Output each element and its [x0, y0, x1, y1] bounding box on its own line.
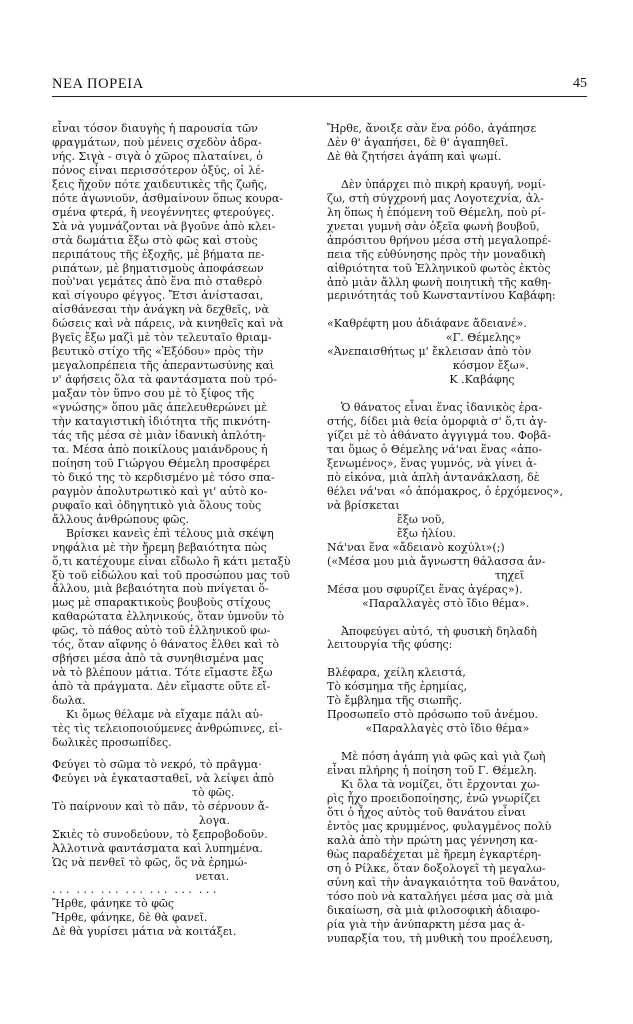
text-line: αἰσθάνεσαι τὴν ἀνάγκη νὰ δεχθεῖς, νὰ [52, 303, 269, 317]
poem-line: Σκιὲς τὸ συνοδεύουν, τὸ ξεπροβοδοῦν. [52, 827, 268, 841]
text-line: Κι ὅμως θέλαμε νὰ εἴχαμε πάλι αὐ- [52, 708, 263, 722]
text-line: ται ὅμως ὁ Θέμελης νά'ναι ἕνας «ἀπο- [327, 443, 543, 457]
text-line: ἐντὸς μας κρυμμένος, φυλαγμένος πολὺ [327, 819, 552, 833]
page-number: 45 [573, 76, 587, 91]
poem-line: Βλέφαρα, χείλη κλειστά, [327, 666, 466, 680]
text-line: νυπαρξία του, τὴ μυθικὴ του προέλευση, [327, 931, 553, 945]
text-line: ρία γιὰ τὴν ἀνύπαρκτη μέσα μας ἀ- [327, 917, 526, 931]
text-line: πότε ἀγωνιοῦν, ἀσθμαίνουν ὅπως κουρα- [52, 191, 283, 205]
text-line: καθαρώτατα ἑλληνικούς, ὅταν ὑμνοῦν τὸ [52, 610, 285, 624]
text-line: πὸ εἰκόνα, μιὰ ἁπλὴ ἀντανάκλαση, δὲ [327, 470, 540, 484]
text-line: χνεται γυμνὴ σὰν ὀξεῖα φωνὴ βουβοῦ, [327, 219, 540, 233]
text-line: ν' ἀφήσεις ὅλα τὰ φαντάσματα ποὺ τρό- [52, 373, 277, 387]
text-line: τόσο ποὺ νὰ καταλήγει μέσα μας σὰ μιὰ [327, 889, 554, 903]
text-line: ὅ,τι κατέχουμε εἶναι εἴδωλο ἢ κάτι μεταξὺ [52, 554, 291, 568]
poem-line: Φεύγει νὰ ἐγκατασταθεῖ, νὰ λείψει ἀπὸ [52, 771, 275, 785]
text-line: ξεις ἤχοῦν πότε χαιδευτικὲς τῆς ζωῆς, [52, 177, 268, 191]
text-line: ὅτι ὁ ἦχος αὐτὸς τοῦ θανάτου εἶναι [327, 805, 527, 819]
text-line: νὰ τὸ βλέπουν μάτια. Τότε εἴμαστε ἔξω [52, 666, 273, 680]
right-quote-1 [327, 317, 589, 387]
text-line: Ἀποφεύγει αὐτό, τὴ φυσικὴ δηλαδὴ [327, 624, 537, 638]
right-poem-2 [327, 666, 589, 736]
quote-line: Κ .Καβάφης [327, 373, 515, 387]
text-line: ξὺ τοῦ εἰδώλου καὶ τοῦ προσώπου μας τοῦ [52, 568, 290, 582]
poem-line: Δὲ θὰ ζητήσει ἀγάπη καὶ ψωμί. [327, 149, 502, 163]
text-line: («Μέσα μου μιὰ ἄγνωστη θάλασσα ἀν- [327, 554, 546, 568]
right-column [327, 122, 589, 946]
text-line: ρὶς ἦχο προειδοποίησης, ἐνῶ γνωρίζει [327, 792, 541, 806]
text-line: πόνος εἶναι περισσότερον ὀξύς, οἱ λέ- [52, 163, 265, 177]
text-line: καλὰ ἀπὸ τὴν πρώτη μας γέννηση κα- [327, 833, 538, 847]
text-line: ριπάτων, μὲ βηματισμοὺς ἀποφάσεων [52, 261, 264, 275]
journal-title: ΝΕΑ ΠΟΡΕΙΑ [52, 76, 144, 92]
text-line: ζω, στὴ σύγχρονή μας Λογοτεχνία, ἀλ- [327, 191, 544, 205]
text-line: ἀπὸ μιὰν ἄλλη φωνὴ ποιητικὴ τῆς καθη- [327, 275, 552, 289]
text-line: «γνώσης» ὅπου μᾶς ἀπελευθερώνει μὲ [52, 401, 268, 415]
text-line: «Παραλλαγὲς στὸ ἴδιο θέμα». [327, 596, 530, 610]
poem-line: Ἤρθε, φάνηκε, δὲ θὰ φανεῖ. [52, 911, 208, 925]
poem-line: Προσωπεῖο στὸ πρόσωπο τοῦ ἀνέμου. [327, 708, 539, 722]
poem-line: Ὡς νὰ πενθεῖ τὸ φῶς, ὅς νὰ ἐρημώ- [52, 855, 248, 869]
text-line: Σὰ νὰ γυμνάζονται νὰ βγοῦνε ἀπὸ κλει- [52, 219, 276, 233]
right-poem-top [327, 122, 589, 164]
text-line: καὶ σίγουρο φέγγος. Ἔτσι ἀνίστασαι, [52, 289, 264, 303]
text-line: βγεῖς ἔξω μαζὶ μὲ τὸν τελευταῖο θριαμ- [52, 331, 272, 345]
text-line: ποὺ'ναι γεμάτες ἀπὸ ἕνα πιὸ σταθερὸ [52, 275, 263, 289]
text-line: μεγαλοπρέπεια τῆς ἀπεραντωσύνης καὶ [52, 359, 275, 373]
text-line: ἀπρόσιτου θρήνου μέσα στὴ μεγαλοπρέ- [327, 233, 552, 247]
text-line: νὰ βρίσκεται [327, 498, 400, 512]
text-line: δωλα. [52, 694, 86, 708]
poem-line: «Παραλλαγὲς στὸ ἴδιο θέμα» [327, 722, 530, 736]
text-line: θέλει νά'ναι «ὁ ἀπόμακρος, ὁ ἐρχόμενος», [327, 484, 564, 498]
text-line: πεια τῆς εὐθύνησης πρὸς τὴν μοναδικὴ [327, 247, 546, 261]
text-line: Μὲ πόση ἀγάπη γιὰ φῶς καὶ γιὰ ζωὴ [327, 750, 546, 764]
right-paragraph-3 [327, 625, 589, 653]
text-line: ρυφαῖο καὶ ὁδηγητικὸ γιὰ ὅλους τοὺς [52, 498, 262, 512]
text-line: τός, ὅταν αἴφνης ὁ θάνατος ἔλθει καὶ τὸ [52, 638, 280, 652]
quote-line: κόσμον ἔξω». [327, 359, 529, 373]
left-body-text [52, 122, 310, 750]
text-line: ἀπὸ τὰ πράγματα. Δὲν εἴμαστε οὔτε εἴ- [52, 680, 271, 694]
text-line: τάς τῆς μέσα σὲ μιὰν ἰδανικὴ ἁπλότη- [52, 428, 266, 442]
text-line: ἄλλου, μιὰ βεβαιότητα ποὺ πνίγεται ὅ- [52, 582, 269, 596]
text-line: Βρίσκει κανεὶς ἐπὶ τέλους μιὰ σκέψη [52, 526, 274, 540]
poem-line: νεται. [52, 869, 230, 883]
poem-line: Φεύγει τὸ σῶμα τὸ νεκρό, τὸ πρᾶγμα· [52, 757, 262, 771]
right-paragraph-4 [327, 750, 589, 945]
poem-line: Ἤρθε, ἄνοιξε σὰν ἕνα ρόδο, ἀγάπησε [327, 122, 537, 135]
quote-line: «Καθρέφτη μου ἀδιάφανε ἄδειανέ». [327, 317, 527, 331]
text-line: εἶναι τόσον διαυγὴς ἡ παρουσία τῶν [52, 122, 258, 135]
text-line: ἔξω ἡλίου. [327, 526, 457, 540]
text-line: μερινότητάς τοῦ Κωνσταντίνου Καβάφη: [327, 289, 556, 303]
text-line: ἄλλους ἀνθρώπους φῶς. [52, 512, 190, 526]
poem-line: Δὲ θὰ γυρίσει μάτια νὰ κοιτάξει. [52, 925, 237, 939]
left-column [52, 122, 310, 939]
text-line: εἶναι πλήρης ἡ ποίηση τοῦ Γ. Θέμελη. [327, 764, 538, 778]
text-line: σύνη καὶ τὴν ἀναγκαιότητα τοῦ θανάτου, [327, 875, 560, 889]
text-line: ποίηση τοῦ Γιώργου Θέμελη προσφέρει [52, 456, 271, 470]
text-line: τα. Μέσα ἀπὸ ποικίλους μαιάνδρους ἡ [52, 442, 268, 456]
text-line: τὲς τὶς τελειοποιούμενες ἀνθρώπινες, εἰ- [52, 721, 283, 735]
text-line: μαξαν τὸν ὕπνο σου μὲ τὸ ξίφος τῆς [52, 387, 255, 401]
text-line: περιπάτους τῆς ἐξοχῆς, μὲ βήματα πε- [52, 247, 265, 261]
right-paragraph-2 [327, 401, 589, 610]
left-poem [52, 758, 310, 939]
text-line: φῶς, τὸ πάθος αὐτὸ τοῦ ἑλληνικοῦ φω- [52, 624, 271, 638]
poem-line: τὸ φῶς. [52, 785, 235, 799]
text-line: στὰ δωμάτια ἔξω στὸ φῶς καὶ στοὺς [52, 233, 258, 247]
right-paragraph-1 [327, 178, 589, 304]
text-line: δωλικὲς προσωπίδες. [52, 735, 172, 749]
text-line: μως μὲ σπαρακτικοὺς βουβοὺς στίχους [52, 596, 271, 610]
text-line: Μέσα μου σφυρίζει ἕνας ἀγέρας»). [327, 582, 523, 596]
quote-line: «Γ. Θέμελης» [327, 331, 522, 345]
poem-line: Δὲν θ' ἀγαπήσει, δὲ θ' ἀγαπηθεῖ. [327, 135, 509, 149]
text-line: βευτικὸ στίχο τῆς «Ἐξόδου» πρὸς τὴν [52, 345, 264, 359]
text-line: δικαίωση, σὰ μιὰ φιλοσοφικὴ ἀδιαφο- [327, 903, 540, 917]
text-line: νηφάλια μὲ τὴν ἤρεμη βεβαιότητα πὼς [52, 540, 267, 554]
text-line: τηχεῖ [327, 568, 525, 582]
text-line: ἔξω νοῦ, [327, 512, 445, 526]
quote-line: «Ἀνεπαισθήτως μ' ἔκλεισαν ἀπὸ τὸν [327, 345, 532, 359]
text-line: τὸ δικό της τὸ κερδισμένο μὲ τόσο σπα- [52, 470, 275, 484]
text-line: νής. Σιγὰ - σιγὰ ὁ χῶρος πλαταίνει, ὁ [52, 149, 263, 163]
text-line: σμένα φτερά, ἢ νεογέννητες φτερούγες. [52, 205, 275, 219]
text-line: ξενωμένος», ἕνας γυμνός, νὰ γίνει ἀ- [327, 457, 537, 471]
text-line: ση ὁ Ρίλκε, ὅταν δοξολογεῖ τὴ μεγαλω- [327, 861, 546, 875]
poem-line: Ἤρθε, φάνηκε τὸ φῶς [52, 897, 175, 911]
text-line: Δὲν ὑπάρχει πιὸ πικρὴ κραυγή, νομί- [327, 177, 546, 191]
text-line: φραγμάτων, ποὺ μένεις σχεδὸν ἀδρα- [52, 135, 262, 149]
text-line: λειτουργία τῆς φύσης: [327, 638, 453, 652]
text-line: τὴν καταγιστικὴ ἰδιότητα τῆς πικνότη- [52, 415, 271, 429]
poem-line: Τὸ ἔμβλημα τῆς σιωπῆς. [327, 694, 463, 708]
poem-line: . . . . . . . . . . . . . . . . . . . . . [52, 883, 217, 897]
text-line: Ὁ θάνατος εἶναι ἕνας ἰδανικὸς ἐρα- [327, 401, 543, 415]
text-line: ραγμὸν ἀπολυτρωτικὸ καὶ γι' αὐτὸ κο- [52, 484, 268, 498]
poem-line: Τὸ παίρνουν καὶ τὸ πᾶν, τὸ σέρνουν ἄ- [52, 799, 269, 813]
poem-line: Τὸ κόσμημα τῆς ἐρημίας, [327, 680, 468, 694]
text-line: λη ὅπως ἡ ἐπόμενη τοῦ Θέμελη, ποὺ ρί- [327, 205, 546, 219]
text-line: δώσεις καὶ νὰ πάρεις, νὰ κινηθεῖς καὶ νὰ [52, 317, 284, 331]
poem-line: Ἀλλοτινὰ φαντάσματα καὶ λυπημένα. [52, 841, 263, 855]
text-line: θὼς παραδέχεται μὲ ἤρεμη ἐγκαρτέρη- [327, 847, 542, 861]
text-line: σβήσει μέσα ἀπὸ τὰ συνηθισμένα μας [52, 652, 264, 666]
running-header [52, 76, 587, 97]
text-line: γίζει μὲ τὸ ἀθάνατο ἀγγιγμά του. Φοβᾶ- [327, 429, 551, 443]
text-line: αἰθριότητα τοῦ Ἑλληνικοῦ φωτὸς ἐκτὸς [327, 261, 551, 275]
poem-line: λογα. [52, 813, 230, 827]
text-line: Νά'ναι ἕνα «ἄδειανὸ κοχύλι»(;) [327, 540, 505, 554]
text-line: στής, δίδει μιὰ θεία ὁμορφιὰ σ' ὅ,τι ἀγ- [327, 415, 547, 429]
text-line: Κι ὅλα τὰ νομίζει, ὅτι ἔρχονται χω- [327, 778, 540, 792]
